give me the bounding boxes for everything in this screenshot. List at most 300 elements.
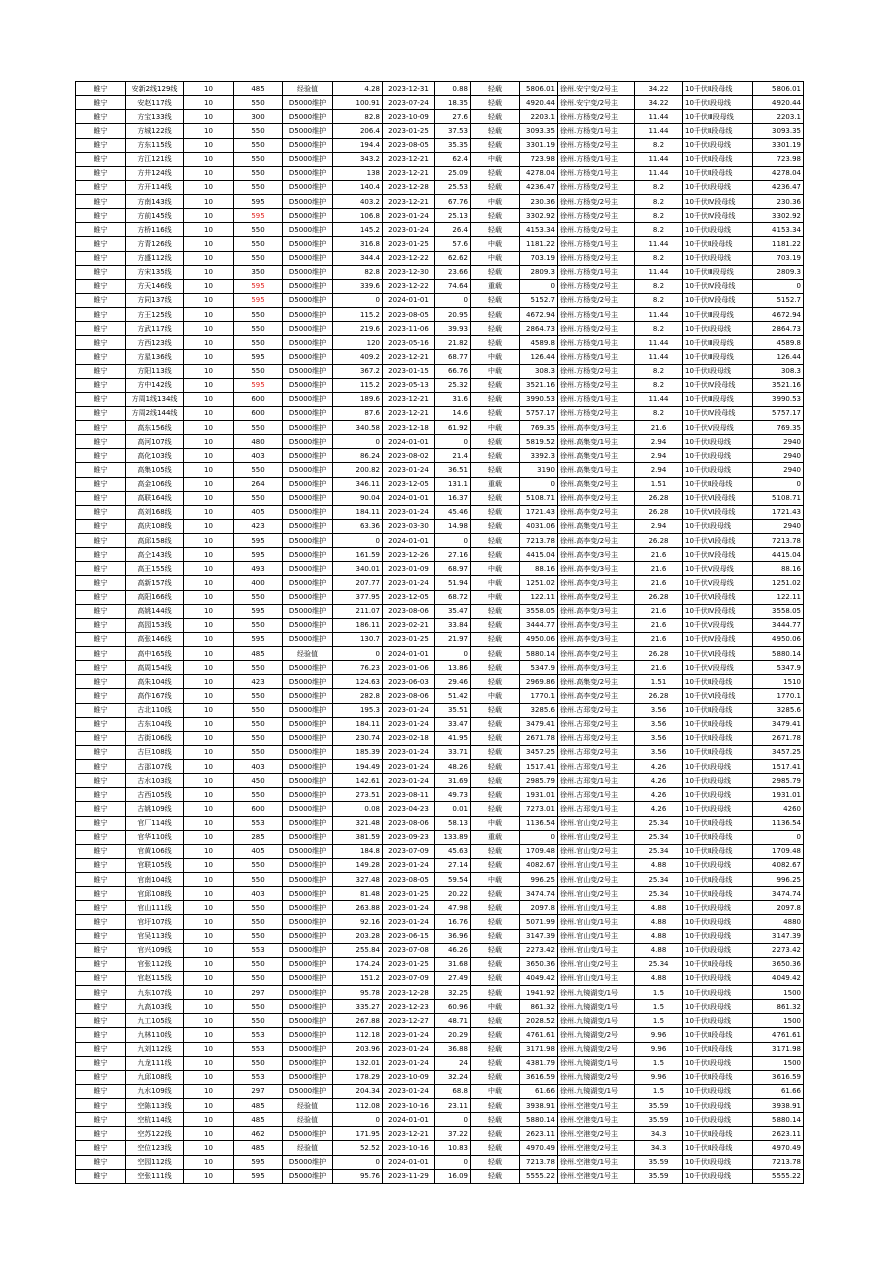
date-cell: 2023-12-30: [383, 265, 435, 279]
transformer-load-rate-cell: 35.59: [635, 1113, 683, 1127]
source-cell: D5000维护: [283, 618, 333, 632]
county-cell: 睢宁: [76, 675, 126, 689]
busbar-cell: 10千伏Ⅱ段母线: [683, 816, 753, 830]
load-status-cell: 轻载: [471, 745, 520, 759]
voltage-cell: 10: [184, 1000, 234, 1014]
capacity-cell: 405: [234, 844, 283, 858]
transformer-load-rate-cell: 8.2: [635, 378, 683, 392]
transformer-load-rate-cell: 25.34: [635, 844, 683, 858]
transformer-cell: 徐州.古邳变/2号主: [558, 717, 635, 731]
load-cell: 106.8: [333, 209, 383, 223]
load-rate-cell: 32.24: [435, 1070, 471, 1084]
load-status-cell: 轻载: [471, 971, 520, 985]
line-name-cell: 方东115线: [126, 138, 184, 152]
table-row: [76, 392, 804, 406]
source-cell: D5000维护: [283, 590, 333, 604]
source-cell: D5000维护: [283, 166, 333, 180]
voltage-cell: 10: [184, 180, 234, 194]
available-capacity-final-cell: 3616.59: [753, 1070, 804, 1084]
table-row: [76, 562, 804, 576]
busbar-cell: 10千伏Ⅵ段母线: [683, 689, 753, 703]
load-cell: 0: [333, 435, 383, 449]
voltage-cell: 10: [184, 82, 234, 96]
busbar-cell: 10千伏Ⅱ段母线: [683, 745, 753, 759]
transformer-load-rate-cell: 8.2: [635, 180, 683, 194]
available-capacity-cell: 3990.53: [520, 392, 558, 406]
load-cell: 120: [333, 336, 383, 350]
load-status-cell: 轻载: [471, 209, 520, 223]
line-name-cell: 高集105线: [126, 463, 184, 477]
county-cell: 睢宁: [76, 661, 126, 675]
transformer-cell: 徐州.古邳变/2号主: [558, 703, 635, 717]
busbar-cell: 10千伏Ⅰ段母线: [683, 802, 753, 816]
load-rate-cell: 51.42: [435, 689, 471, 703]
date-cell: 2023-07-08: [383, 943, 435, 957]
transformer-cell: 徐州.官山变/1号主: [558, 943, 635, 957]
available-capacity-final-cell: 1500: [753, 1056, 804, 1070]
table-row: [76, 1155, 804, 1169]
transformer-load-rate-cell: 4.26: [635, 788, 683, 802]
load-cell: 82.8: [333, 110, 383, 124]
available-capacity-final-cell: 0: [753, 830, 804, 844]
county-cell: 睢宁: [76, 1014, 126, 1028]
source-cell: D5000维护: [283, 421, 333, 435]
transformer-cell: 徐州.官山变/2号主: [558, 887, 635, 901]
load-status-cell: 轻载: [471, 110, 520, 124]
line-name-cell: 高园153线: [126, 618, 184, 632]
load-status-cell: 轻载: [471, 435, 520, 449]
available-capacity-cell: 126.44: [520, 350, 558, 364]
available-capacity-final-cell: 2273.42: [753, 943, 804, 957]
source-cell: D5000维护: [283, 731, 333, 745]
table-row: [76, 519, 804, 533]
available-capacity-cell: 5806.01: [520, 82, 558, 96]
line-name-cell: 方王125线: [126, 308, 184, 322]
capacity-cell: 550: [234, 590, 283, 604]
busbar-cell: 10千伏Ⅰ段母线: [683, 929, 753, 943]
busbar-cell: 10千伏Ⅱ段母线: [683, 1070, 753, 1084]
transformer-cell: 徐州.九镜湖变/2号: [558, 1070, 635, 1084]
table-row: [76, 505, 804, 519]
load-cell: 90.04: [333, 491, 383, 505]
load-status-cell: 轻载: [471, 943, 520, 957]
voltage-cell: 10: [184, 477, 234, 491]
date-cell: 2023-01-24: [383, 505, 435, 519]
county-cell: 睢宁: [76, 1028, 126, 1042]
voltage-cell: 10: [184, 534, 234, 548]
load-rate-cell: 27.49: [435, 971, 471, 985]
load-rate-cell: 131.1: [435, 477, 471, 491]
line-name-cell: 古巨108线: [126, 745, 184, 759]
load-cell: 0: [333, 293, 383, 307]
source-cell: D5000维护: [283, 1056, 333, 1070]
source-cell: D5000维护: [283, 96, 333, 110]
available-capacity-final-cell: 3474.74: [753, 887, 804, 901]
date-cell: 2024-01-01: [383, 435, 435, 449]
capacity-cell: 550: [234, 731, 283, 745]
load-status-cell: 轻载: [471, 223, 520, 237]
line-name-cell: 方中142线: [126, 378, 184, 392]
capacity-cell: 550: [234, 873, 283, 887]
date-cell: 2023-01-24: [383, 463, 435, 477]
available-capacity-cell: 3171.98: [520, 1042, 558, 1056]
available-capacity-final-cell: 126.44: [753, 350, 804, 364]
table-row: [76, 971, 804, 985]
line-name-cell: 高王155线: [126, 562, 184, 576]
voltage-cell: 10: [184, 392, 234, 406]
voltage-cell: 10: [184, 816, 234, 830]
load-rate-cell: 133.89: [435, 830, 471, 844]
source-cell: D5000维护: [283, 1169, 333, 1183]
available-capacity-cell: 5880.14: [520, 647, 558, 661]
line-name-cell: 九高103线: [126, 1000, 184, 1014]
available-capacity-final-cell: 2623.11: [753, 1127, 804, 1141]
transformer-cell: 徐州.高李变/3号主: [558, 661, 635, 675]
table-row: [76, 406, 804, 420]
voltage-cell: 10: [184, 1014, 234, 1028]
voltage-cell: 10: [184, 929, 234, 943]
voltage-cell: 10: [184, 1113, 234, 1127]
available-capacity-cell: 2671.78: [520, 731, 558, 745]
line-name-cell: 方西123线: [126, 336, 184, 350]
load-rate-cell: 57.6: [435, 237, 471, 251]
load-rate-cell: 60.96: [435, 1000, 471, 1014]
capacity-cell: 550: [234, 421, 283, 435]
county-cell: 睢宁: [76, 124, 126, 138]
load-status-cell: 轻载: [471, 717, 520, 731]
capacity-cell: 595: [234, 1155, 283, 1169]
load-cell: 81.48: [333, 887, 383, 901]
voltage-cell: 10: [184, 1099, 234, 1113]
available-capacity-cell: 0: [520, 477, 558, 491]
county-cell: 睢宁: [76, 378, 126, 392]
load-rate-cell: 45.63: [435, 844, 471, 858]
county-cell: 睢宁: [76, 858, 126, 872]
county-cell: 睢宁: [76, 548, 126, 562]
voltage-cell: 10: [184, 689, 234, 703]
available-capacity-final-cell: 3301.19: [753, 138, 804, 152]
available-capacity-cell: 3444.77: [520, 618, 558, 632]
busbar-cell: 10千伏Ⅱ段母线: [683, 124, 753, 138]
load-rate-cell: 49.73: [435, 788, 471, 802]
transformer-load-rate-cell: 26.28: [635, 505, 683, 519]
table-row: [76, 463, 804, 477]
capacity-cell: 550: [234, 717, 283, 731]
source-cell: D5000维护: [283, 209, 333, 223]
available-capacity-final-cell: 308.3: [753, 364, 804, 378]
available-capacity-cell: 122.11: [520, 590, 558, 604]
transformer-load-rate-cell: 8.2: [635, 195, 683, 209]
county-cell: 睢宁: [76, 322, 126, 336]
line-name-cell: 高邱158线: [126, 534, 184, 548]
line-name-cell: 安新2线129线: [126, 82, 184, 96]
load-cell: 263.88: [333, 901, 383, 915]
load-cell: 0: [333, 1155, 383, 1169]
busbar-cell: 10千伏Ⅰ段母线: [683, 1084, 753, 1098]
available-capacity-final-cell: 1510: [753, 675, 804, 689]
voltage-cell: 10: [184, 237, 234, 251]
table-row: [76, 830, 804, 844]
voltage-cell: 10: [184, 209, 234, 223]
transformer-cell: 徐州.九镜湖变/1号: [558, 1056, 635, 1070]
available-capacity-final-cell: 230.36: [753, 195, 804, 209]
source-cell: D5000维护: [283, 378, 333, 392]
load-status-cell: 轻载: [471, 703, 520, 717]
transformer-load-rate-cell: 4.88: [635, 915, 683, 929]
load-rate-cell: 68.8: [435, 1084, 471, 1098]
table-body: [76, 82, 804, 1184]
busbar-cell: 10千伏Ⅱ段母线: [683, 1042, 753, 1056]
transformer-load-rate-cell: 21.6: [635, 548, 683, 562]
available-capacity-final-cell: 5880.14: [753, 647, 804, 661]
date-cell: 2023-08-05: [383, 308, 435, 322]
capacity-cell: 595: [234, 293, 283, 307]
load-cell: 0.08: [333, 802, 383, 816]
transformer-cell: 徐州.官山变/1号主: [558, 901, 635, 915]
voltage-cell: 10: [184, 322, 234, 336]
line-name-cell: 方星136线: [126, 350, 184, 364]
county-cell: 睢宁: [76, 986, 126, 1000]
line-name-cell: 官山111线: [126, 901, 184, 915]
county-cell: 睢宁: [76, 519, 126, 533]
transformer-cell: 徐州.方杨变/2号主: [558, 223, 635, 237]
available-capacity-final-cell: 3990.53: [753, 392, 804, 406]
load-status-cell: 轻载: [471, 1155, 520, 1169]
available-capacity-cell: 5108.71: [520, 491, 558, 505]
voltage-cell: 10: [184, 788, 234, 802]
available-capacity-cell: 230.36: [520, 195, 558, 209]
county-cell: 睢宁: [76, 887, 126, 901]
transformer-cell: 徐州.方杨变/2号主: [558, 251, 635, 265]
source-cell: D5000维护: [283, 675, 333, 689]
date-cell: 2023-12-21: [383, 392, 435, 406]
load-rate-cell: 0: [435, 293, 471, 307]
county-cell: 睢宁: [76, 731, 126, 745]
available-capacity-final-cell: 4415.04: [753, 548, 804, 562]
available-capacity-cell: 4970.49: [520, 1141, 558, 1155]
busbar-cell: 10千伏Ⅵ段母线: [683, 491, 753, 505]
county-cell: 睢宁: [76, 251, 126, 265]
available-capacity-cell: 3147.39: [520, 929, 558, 943]
load-rate-cell: 41.95: [435, 731, 471, 745]
available-capacity-final-cell: 7213.78: [753, 1155, 804, 1169]
voltage-cell: 10: [184, 703, 234, 717]
available-capacity-cell: 3392.3: [520, 449, 558, 463]
load-rate-cell: 0: [435, 435, 471, 449]
transformer-load-rate-cell: 26.28: [635, 590, 683, 604]
available-capacity-final-cell: 2203.1: [753, 110, 804, 124]
voltage-cell: 10: [184, 435, 234, 449]
available-capacity-cell: 2809.3: [520, 265, 558, 279]
load-rate-cell: 39.93: [435, 322, 471, 336]
table-row: [76, 717, 804, 731]
capacity-cell: 595: [234, 604, 283, 618]
source-cell: D5000维护: [283, 392, 333, 406]
load-cell: 207.77: [333, 576, 383, 590]
voltage-cell: 10: [184, 1056, 234, 1070]
transformer-cell: 徐州.方杨变/2号主: [558, 110, 635, 124]
transformer-load-rate-cell: 8.2: [635, 279, 683, 293]
busbar-cell: 10千伏Ⅲ段母线: [683, 350, 753, 364]
load-cell: 92.16: [333, 915, 383, 929]
voltage-cell: 10: [184, 166, 234, 180]
load-cell: 219.6: [333, 322, 383, 336]
available-capacity-cell: 4049.42: [520, 971, 558, 985]
busbar-cell: 10千伏Ⅱ段母线: [683, 237, 753, 251]
table-row: [76, 293, 804, 307]
available-capacity-cell: 4236.47: [520, 180, 558, 194]
county-cell: 睢宁: [76, 844, 126, 858]
capacity-cell: 550: [234, 915, 283, 929]
line-name-cell: 方周2线144线: [126, 406, 184, 420]
line-name-cell: 高朱104线: [126, 675, 184, 689]
load-cell: 132.01: [333, 1056, 383, 1070]
line-name-cell: 空杭114线: [126, 1113, 184, 1127]
county-cell: 睢宁: [76, 223, 126, 237]
source-cell: D5000维护: [283, 1000, 333, 1014]
transformer-load-rate-cell: 11.44: [635, 336, 683, 350]
capacity-cell: 553: [234, 816, 283, 830]
source-cell: D5000维护: [283, 1127, 333, 1141]
load-rate-cell: 21.82: [435, 336, 471, 350]
transformer-load-rate-cell: 3.56: [635, 731, 683, 745]
busbar-cell: 10千伏Ⅰ段母线: [683, 943, 753, 957]
table-row: [76, 689, 804, 703]
busbar-cell: 10千伏Ⅲ段母线: [683, 392, 753, 406]
voltage-cell: 10: [184, 449, 234, 463]
voltage-cell: 10: [184, 1141, 234, 1155]
capacity-cell: 550: [234, 1000, 283, 1014]
load-cell: 149.28: [333, 858, 383, 872]
load-rate-cell: 0: [435, 1155, 471, 1169]
source-cell: D5000维护: [283, 449, 333, 463]
transformer-cell: 徐州.官山变/2号主: [558, 830, 635, 844]
table-row: [76, 632, 804, 646]
transformer-cell: 徐州.方杨变/2号主: [558, 378, 635, 392]
load-status-cell: 轻载: [471, 534, 520, 548]
load-rate-cell: 14.98: [435, 519, 471, 533]
date-cell: 2023-01-25: [383, 632, 435, 646]
busbar-cell: 10千伏Ⅰ段母线: [683, 901, 753, 915]
capacity-cell: 550: [234, 957, 283, 971]
load-status-cell: 中载: [471, 816, 520, 830]
table-row: [76, 1028, 804, 1042]
available-capacity-final-cell: 4950.06: [753, 632, 804, 646]
available-capacity-final-cell: 1709.48: [753, 844, 804, 858]
busbar-cell: 10千伏Ⅵ段母线: [683, 590, 753, 604]
date-cell: 2023-01-24: [383, 1056, 435, 1070]
load-rate-cell: 36.88: [435, 1042, 471, 1056]
date-cell: 2023-11-06: [383, 322, 435, 336]
county-cell: 睢宁: [76, 901, 126, 915]
county-cell: 睢宁: [76, 392, 126, 406]
load-cell: 367.2: [333, 364, 383, 378]
line-name-cell: 方宋135线: [126, 265, 184, 279]
load-cell: 142.61: [333, 774, 383, 788]
transformer-load-rate-cell: 1.51: [635, 675, 683, 689]
load-status-cell: 轻载: [471, 449, 520, 463]
busbar-cell: 10千伏Ⅰ段母线: [683, 1113, 753, 1127]
available-capacity-final-cell: 1517.41: [753, 760, 804, 774]
available-capacity-cell: 4031.06: [520, 519, 558, 533]
table-row: [76, 774, 804, 788]
transformer-cell: 徐州.高李变/2号主: [558, 689, 635, 703]
busbar-cell: 10千伏Ⅰ段母线: [683, 986, 753, 1000]
table-row: [76, 957, 804, 971]
load-rate-cell: 10.83: [435, 1141, 471, 1155]
source-cell: D5000维护: [283, 308, 333, 322]
transformer-load-rate-cell: 9.96: [635, 1070, 683, 1084]
busbar-cell: 10千伏Ⅴ段母线: [683, 421, 753, 435]
available-capacity-cell: 5819.52: [520, 435, 558, 449]
transformer-load-rate-cell: 25.34: [635, 887, 683, 901]
transformer-cell: 徐州.高集变/2号主: [558, 477, 635, 491]
load-rate-cell: 18.35: [435, 96, 471, 110]
transformer-cell: 徐州.方杨变/1号主: [558, 336, 635, 350]
capacity-cell: 550: [234, 463, 283, 477]
line-name-cell: 高联164线: [126, 491, 184, 505]
available-capacity-cell: 4761.61: [520, 1028, 558, 1042]
capacity-cell: 550: [234, 322, 283, 336]
load-cell: 87.6: [333, 406, 383, 420]
available-capacity-final-cell: 2864.73: [753, 322, 804, 336]
source-cell: D5000维护: [283, 887, 333, 901]
busbar-cell: 10千伏Ⅱ段母线: [683, 166, 753, 180]
capacity-cell: 480: [234, 435, 283, 449]
voltage-cell: 10: [184, 731, 234, 745]
available-capacity-final-cell: 1500: [753, 1014, 804, 1028]
line-name-cell: 方同137线: [126, 293, 184, 307]
transformer-cell: 徐州.安宁变/2号主: [558, 96, 635, 110]
county-cell: 睢宁: [76, 604, 126, 618]
line-name-cell: 官赵115线: [126, 971, 184, 985]
transformer-load-rate-cell: 34.22: [635, 82, 683, 96]
date-cell: 2023-08-11: [383, 788, 435, 802]
table-row: [76, 152, 804, 166]
voltage-cell: 10: [184, 661, 234, 675]
date-cell: 2023-01-25: [383, 237, 435, 251]
available-capacity-final-cell: 4049.42: [753, 971, 804, 985]
table-row: [76, 844, 804, 858]
voltage-cell: 10: [184, 265, 234, 279]
date-cell: 2023-01-24: [383, 760, 435, 774]
date-cell: 2023-01-24: [383, 717, 435, 731]
line-name-cell: 方宝133线: [126, 110, 184, 124]
line-name-cell: 高金106线: [126, 477, 184, 491]
line-name-cell: 高周154线: [126, 661, 184, 675]
transformer-load-rate-cell: 21.6: [635, 421, 683, 435]
load-cell: 95.78: [333, 986, 383, 1000]
load-cell: 112.08: [333, 1099, 383, 1113]
load-status-cell: 轻载: [471, 548, 520, 562]
transformer-load-rate-cell: 2.94: [635, 463, 683, 477]
transformer-load-rate-cell: 4.88: [635, 943, 683, 957]
busbar-cell: 10千伏Ⅰ段母线: [683, 760, 753, 774]
transformer-load-rate-cell: 25.34: [635, 957, 683, 971]
busbar-cell: 10千伏Ⅵ段母线: [683, 647, 753, 661]
table-row: [76, 929, 804, 943]
load-rate-cell: 16.76: [435, 915, 471, 929]
available-capacity-final-cell: 4920.44: [753, 96, 804, 110]
line-name-cell: 九东107线: [126, 986, 184, 1000]
source-cell: D5000维护: [283, 180, 333, 194]
transformer-cell: 徐州.官山变/1号主: [558, 929, 635, 943]
capacity-cell: 600: [234, 406, 283, 420]
load-cell: 161.59: [333, 548, 383, 562]
transformer-load-rate-cell: 9.96: [635, 1028, 683, 1042]
available-capacity-final-cell: 1136.54: [753, 816, 804, 830]
county-cell: 睢宁: [76, 110, 126, 124]
